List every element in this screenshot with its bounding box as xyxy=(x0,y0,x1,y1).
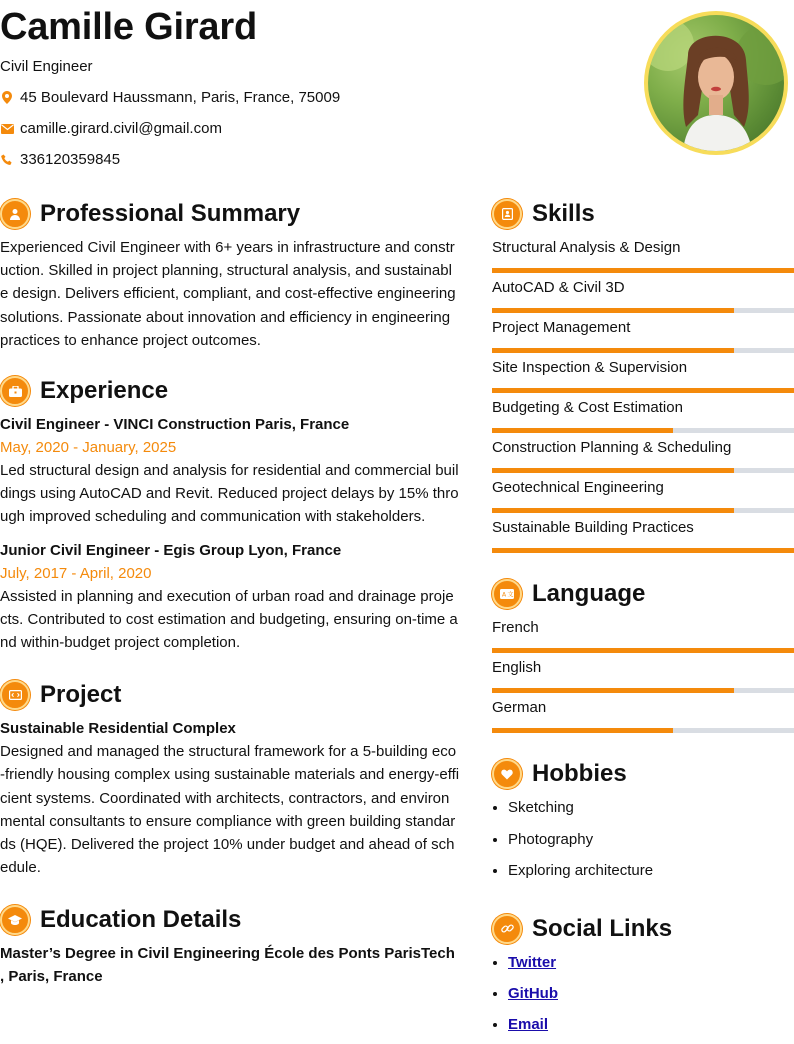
project-name: Sustainable Residential Complex xyxy=(0,720,236,738)
language-level-bar xyxy=(492,728,794,733)
email-link[interactable]: Email xyxy=(508,1015,549,1033)
skill-level-fill xyxy=(492,348,734,353)
social-item xyxy=(508,982,794,1013)
skills-list xyxy=(492,236,794,556)
language-section xyxy=(492,576,794,736)
skill-row xyxy=(492,356,794,396)
hobbies-title: Hobbies xyxy=(532,760,627,787)
job-description: Led structural design and analysis for residential and commercial buildings using AutoCAD and Revit. Reduced project delays by 15% through improved scheduling and communication with stakeholders. xyxy=(0,462,459,526)
project-section xyxy=(0,677,460,879)
experience-section xyxy=(0,373,460,654)
language-list xyxy=(492,616,794,736)
skill-level-fill xyxy=(492,548,794,553)
candidate-name: Camille Girard xyxy=(0,6,257,48)
skill-level-bar xyxy=(492,388,794,393)
skill-row xyxy=(492,436,794,476)
degree-title: Master’s Degree in Civil Engineering École des Ponts ParisTech , Paris, France xyxy=(0,945,455,986)
project-title: Project xyxy=(40,681,122,709)
skill-level-bar xyxy=(492,268,794,273)
link-icon xyxy=(492,914,522,944)
skill-level-bar xyxy=(492,508,794,513)
skill-row xyxy=(492,476,794,516)
job-dates: July, 2017 - April, 2020 xyxy=(0,564,152,582)
language-row xyxy=(492,696,794,736)
social-item xyxy=(508,951,794,982)
svg-text:文: 文 xyxy=(507,591,514,599)
job-title: Junior Civil Engineer - Egis Group Lyon, France xyxy=(0,541,342,559)
skill-label: Budgeting & Cost Estimation xyxy=(492,399,683,416)
skill-level-bar xyxy=(492,548,794,553)
skill-level-bar xyxy=(492,468,794,473)
email-text: camille.girard.civil@gmail.com xyxy=(20,120,222,137)
job-description: Assisted in planning and execution of urban road and drainage projects. Contributed to cost estimation and budgeting, ensuring on-time and within-budget project completion. xyxy=(0,587,458,652)
language-level-fill xyxy=(492,728,673,733)
location-pin-icon xyxy=(0,91,14,105)
skill-label: Sustainable Building Practices xyxy=(492,519,694,536)
skill-level-bar xyxy=(492,428,794,433)
skill-row xyxy=(492,316,794,356)
job-entry xyxy=(0,413,460,529)
language-level-fill xyxy=(492,688,734,693)
job-role: Civil Engineer xyxy=(0,58,93,75)
job-entry xyxy=(0,539,460,655)
book-icon xyxy=(492,199,522,229)
skill-label: Geotechnical Engineering xyxy=(492,479,664,496)
phone-icon xyxy=(0,153,14,167)
envelope-icon xyxy=(0,122,14,136)
language-level-bar xyxy=(492,648,794,653)
social-links-list xyxy=(492,951,794,1044)
email-line xyxy=(0,120,222,137)
skill-row xyxy=(492,236,794,276)
hobby-item: • Exploring architecture xyxy=(508,859,794,891)
hobbies-heading xyxy=(492,756,794,792)
code-window-icon xyxy=(0,680,30,710)
hobbies-section xyxy=(492,756,794,891)
language-title: Language xyxy=(532,580,646,607)
skill-level-bar xyxy=(492,348,794,353)
skill-level-fill xyxy=(492,508,734,513)
hobby-item: • Photography xyxy=(508,828,794,860)
skills-title: Skills xyxy=(532,200,595,227)
skill-label: AutoCAD & Civil 3D xyxy=(492,279,625,296)
experience-title: Experience xyxy=(40,377,169,405)
svg-text:A: A xyxy=(502,591,507,599)
skill-label: Site Inspection & Supervision xyxy=(492,359,688,376)
skill-label: Structural Analysis & Design xyxy=(492,239,681,256)
summary-text: Experienced Civil Engineer with 6+ years in infrastructure and construction. Skilled in project planning, structural analysis, and sustainable design. Delivers efficient, compliant, and cost-effective engineering solutions. Passionate about innovation and efficiency in engineering practices to enhance project outcomes. xyxy=(0,239,456,349)
social-title: Social Links xyxy=(532,914,673,942)
skill-row xyxy=(492,396,794,436)
language-level-fill xyxy=(492,648,794,653)
skill-label: Project Management xyxy=(492,319,631,336)
summary-heading xyxy=(0,196,460,232)
skill-row xyxy=(492,516,794,556)
skill-label: Construction Planning & Scheduling xyxy=(492,439,732,456)
language-row xyxy=(492,656,794,696)
skill-level-bar xyxy=(492,308,794,313)
language-label: English xyxy=(492,659,542,676)
hobby-item: • Sketching xyxy=(508,796,794,828)
translate-icon xyxy=(492,579,522,609)
github-link[interactable]: GitHub xyxy=(508,984,558,1002)
project-description: Designed and managed the structural framework for a 5-building eco-friendly housing complex using sustainable materials and energy-efficient systems. Coordinated with architects, contractors, and environmental consultants to ensure compliance with green building standards (HQE). Delivered the project 10% under budget and ahead of schedule. xyxy=(0,743,460,877)
language-label: German xyxy=(492,699,547,716)
job-title: Civil Engineer - VINCI Construction Paris, France xyxy=(0,416,350,434)
right-column xyxy=(492,196,794,1044)
address-text: 45 Boulevard Haussmann, Paris, France, 75009 xyxy=(20,89,341,106)
skills-heading xyxy=(492,196,794,232)
education-section xyxy=(0,902,460,988)
briefcase-icon xyxy=(0,376,30,406)
summary-title: Professional Summary xyxy=(40,200,301,227)
social-item xyxy=(508,1013,794,1044)
skill-level-fill xyxy=(492,308,734,313)
project-heading xyxy=(0,677,460,713)
heart-icon xyxy=(492,759,522,789)
skill-level-fill xyxy=(492,428,673,433)
twitter-link[interactable]: Twitter xyxy=(508,953,557,971)
phone-text: 336120359845 xyxy=(20,151,121,168)
experience-heading xyxy=(0,373,460,409)
skill-row xyxy=(492,276,794,316)
left-column xyxy=(0,196,460,988)
social-heading xyxy=(492,911,794,947)
language-label: French xyxy=(492,619,539,636)
education-title: Education Details xyxy=(40,906,242,934)
language-row xyxy=(492,616,794,656)
language-heading xyxy=(492,576,794,612)
social-section xyxy=(492,911,794,1044)
language-level-bar xyxy=(492,688,794,693)
skill-level-fill xyxy=(492,268,794,273)
graduation-cap-icon xyxy=(0,905,30,935)
phone-line xyxy=(0,151,120,168)
education-heading xyxy=(0,902,460,938)
profile-photo xyxy=(644,11,788,155)
summary-section xyxy=(0,196,460,352)
person-icon xyxy=(0,199,30,229)
skill-level-fill xyxy=(492,388,794,393)
skills-section xyxy=(492,196,794,556)
hobbies-list xyxy=(492,796,794,891)
address-line xyxy=(0,89,340,106)
job-dates: May, 2020 - January, 2025 xyxy=(0,439,177,457)
skill-level-fill xyxy=(492,468,734,473)
